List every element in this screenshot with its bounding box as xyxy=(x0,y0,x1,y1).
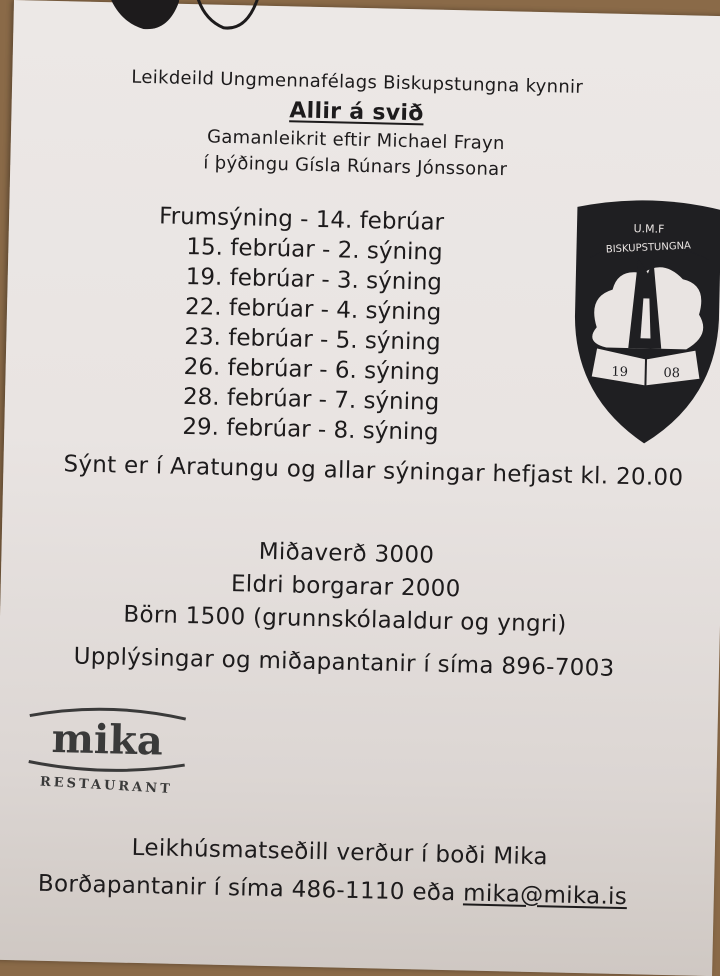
crest-year-left: 19 xyxy=(611,364,629,381)
schedule-row: 26. febrúar - 6. sýning xyxy=(183,353,441,386)
senior-price: Eldri borgarar 2000 xyxy=(230,571,461,603)
menu-note: Leikhúsmatseðill verður í boði Mika xyxy=(131,834,549,871)
mika-wordmark: mika xyxy=(51,715,164,765)
play-author: Gamanleikrit eftir Michael Frayn xyxy=(206,126,505,155)
child-price: Börn 1500 (grunnskólaaldur og yngri) xyxy=(123,601,567,638)
performance-schedule xyxy=(154,203,444,449)
schedule-row: 19. febrúar - 3. sýning xyxy=(185,263,443,296)
crest-name-text: BISKUPSTUNGNA xyxy=(605,240,692,256)
schedule-row: 23. febrúar - 5. sýning xyxy=(184,323,441,356)
ticket-price: Miðaverð 3000 xyxy=(258,538,435,569)
theater-masks-icon xyxy=(73,0,275,54)
schedule-row: 29. febrúar - 8. sýning xyxy=(182,413,439,446)
schedule-row: 22. febrúar - 4. sýning xyxy=(184,293,442,326)
play-translator: í þýðingu Gísla Rúnars Jónssonar xyxy=(203,152,508,181)
schedule-row: Frumsýning - 14. febrúar xyxy=(158,203,445,236)
booking-info: Upplýsingar og miðapantanir í síma 896-7003 xyxy=(73,643,615,682)
umf-biskupstungna-crest xyxy=(564,197,720,451)
mika-subtitle: RESTAURANT xyxy=(39,774,174,798)
reservation-line xyxy=(38,871,628,910)
email-link[interactable]: mika@mika.is xyxy=(462,880,628,911)
crest-top-text: U.M.F xyxy=(633,222,665,236)
schedule-row: 15. febrúar - 2. sýning xyxy=(186,233,443,266)
venue-line: Sýnt er í Aratungu og allar sýningar hefjast kl. 20.00 xyxy=(63,451,684,492)
presenter-line: Leikdeild Ungmennafélags Biskupstungna kynnir xyxy=(131,66,584,98)
crest-year-right: 08 xyxy=(663,365,681,382)
play-title: Allir á svið xyxy=(289,98,424,127)
schedule-row: 28. febrúar - 7. sýning xyxy=(182,383,440,416)
mika-restaurant-logo xyxy=(26,703,188,797)
reservation-text: Borðapantanir í síma 486-1110 eða xyxy=(37,870,464,907)
